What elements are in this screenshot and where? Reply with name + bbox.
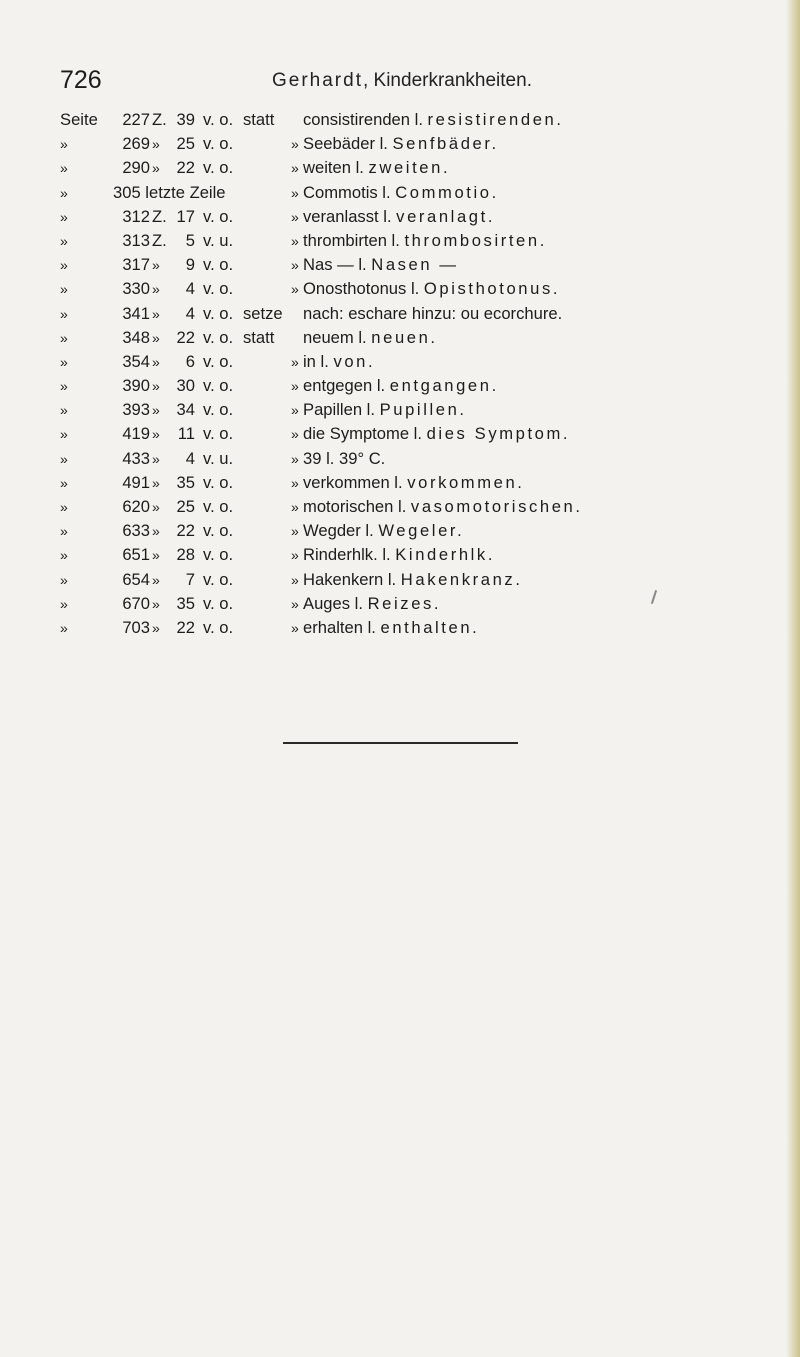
row-line: 22 — [176, 521, 195, 541]
page-edge-shadow — [786, 0, 800, 1357]
correct-reading: Pupillen. — [379, 400, 467, 420]
correct-reading: Wegeler. — [378, 521, 465, 541]
row-instruction: » — [291, 619, 299, 636]
row-page: 393 — [122, 400, 150, 420]
read-abbrev: l. — [321, 448, 339, 468]
row-line: 22 — [176, 158, 195, 178]
row-line: 4 — [185, 279, 195, 299]
row-page: 354 — [122, 351, 150, 371]
row-page: 390 — [122, 376, 150, 396]
row-line: 35 — [176, 472, 195, 492]
row-page: 341 — [122, 303, 150, 323]
read-abbrev: l. — [315, 351, 334, 371]
row-line: 5 — [185, 230, 195, 250]
running-title — [272, 64, 532, 98]
row-line: 4 — [185, 303, 195, 323]
row-line-prefix: » — [152, 595, 160, 612]
row-line: 39 — [176, 110, 195, 129]
row-instruction: » — [291, 232, 299, 249]
read-abbrev: l. — [383, 569, 401, 589]
page-number: 726 — [60, 66, 102, 94]
correct-reading: 39° C. — [339, 448, 386, 468]
closing-rule — [283, 742, 518, 744]
row-correction — [303, 108, 564, 132]
row-lead: » — [60, 474, 68, 491]
wrong-reading: Wegder — [303, 521, 361, 541]
row-page: 313 — [122, 230, 150, 250]
wrong-reading: thrombirten — [303, 230, 387, 250]
correct-reading: thrombosirten. — [404, 230, 547, 250]
row-line-prefix: » — [152, 402, 160, 419]
correct-reading: Commotio. — [395, 182, 499, 202]
row-lead: » — [60, 329, 68, 346]
wrong-reading: verkommen — [303, 472, 390, 492]
row-correction — [303, 616, 479, 640]
errata-row — [60, 108, 760, 132]
row-instruction: » — [291, 499, 299, 515]
wrong-reading: neuem — [303, 327, 354, 347]
row-direction: v. o. — [203, 376, 234, 396]
row-lead: » — [60, 257, 68, 274]
row-line-prefix: » — [152, 450, 160, 467]
read-abbrev: l. — [350, 593, 368, 613]
errata-row — [60, 447, 760, 471]
running-title-author: Gerhardt — [272, 70, 363, 91]
wrong-reading: Commotis — [303, 182, 378, 202]
row-lead: » — [60, 402, 68, 419]
row-direction: v. o. — [203, 521, 234, 541]
row-page: 703 — [122, 617, 150, 637]
wrong-reading: weiten — [303, 158, 351, 178]
row-line-prefix: » — [152, 523, 160, 540]
row-lead: » — [60, 136, 68, 153]
wrong-reading: Hakenkern — [303, 569, 384, 589]
row-line: 25 — [176, 134, 195, 154]
row-line-prefix: » — [152, 619, 160, 636]
read-abbrev: l. — [409, 424, 427, 444]
row-instruction: » — [291, 208, 299, 225]
correction-text: nach: eschare hinzu: ou ecorchure. — [303, 303, 563, 323]
row-page: 670 — [122, 593, 150, 613]
row-instruction: » — [291, 378, 299, 395]
row-line-prefix: » — [152, 160, 160, 177]
row-page: 330 — [122, 279, 150, 299]
row-line-prefix: » — [152, 257, 160, 274]
wrong-reading: Onosthotonus — [303, 279, 407, 299]
row-page: 654 — [122, 569, 150, 589]
correct-reading: Hakenkranz. — [400, 569, 523, 589]
row-direction: v. o. — [203, 351, 234, 371]
row-line-prefix: » — [152, 499, 160, 515]
row-line-prefix: » — [152, 281, 160, 298]
row-line-prefix: » — [152, 353, 160, 370]
wrong-reading: Nas — — [303, 255, 354, 275]
row-correction — [303, 229, 547, 253]
row-instruction: statt — [243, 327, 275, 347]
wrong-reading: in — [303, 351, 316, 371]
errata-row — [60, 302, 760, 326]
row-page: 227 — [122, 110, 150, 129]
wrong-reading: Papillen — [303, 400, 363, 420]
row-correction — [303, 519, 464, 543]
row-lead: » — [60, 232, 68, 249]
row-correction — [303, 592, 441, 616]
errata-row — [60, 543, 760, 567]
wrong-reading: motorischen — [303, 497, 394, 516]
correct-reading: enthalten. — [380, 617, 480, 637]
row-line: 4 — [185, 448, 195, 468]
row-lead: » — [60, 450, 68, 467]
row-line-prefix: » — [152, 426, 160, 443]
wrong-reading: consistirenden — [303, 110, 411, 129]
errata-row — [60, 326, 760, 350]
row-line: 34 — [176, 400, 195, 420]
row-line: 28 — [176, 545, 195, 565]
row-page: 290 — [122, 158, 150, 178]
row-line: 9 — [185, 255, 195, 275]
row-correction — [303, 181, 499, 205]
row-correction — [303, 302, 562, 326]
row-instruction: » — [291, 184, 299, 201]
read-abbrev: l. — [374, 134, 393, 154]
row-line: 22 — [176, 327, 195, 347]
row-line-prefix: » — [152, 547, 160, 564]
errata-row — [60, 277, 760, 301]
row-lead: » — [60, 184, 68, 201]
row-page: 620 — [122, 497, 150, 516]
row-instruction: » — [291, 257, 299, 274]
row-lead: Seite — [60, 110, 98, 129]
row-correction — [303, 253, 459, 277]
row-correction — [303, 471, 525, 495]
errata-row — [60, 471, 760, 495]
read-abbrev: l. — [362, 617, 381, 637]
errata-row — [60, 132, 760, 156]
row-line-prefix: » — [152, 571, 160, 588]
errata-row — [60, 229, 760, 253]
row-direction: v. o. — [203, 158, 234, 178]
correct-reading: Senfbäder. — [392, 134, 499, 154]
errata-row — [60, 156, 760, 180]
row-page: 651 — [122, 545, 150, 565]
row-instruction: » — [291, 160, 299, 177]
errata-row — [60, 350, 760, 374]
row-instruction: » — [291, 402, 299, 419]
row-lead: » — [60, 619, 68, 636]
row-instruction: setze — [243, 303, 283, 323]
row-direction: v. o. — [203, 617, 234, 637]
correct-reading: Reizes. — [367, 593, 442, 613]
row-page: 433 — [122, 448, 150, 468]
correct-reading: resistirenden. — [427, 110, 564, 129]
row-lead: » — [60, 547, 68, 564]
row-page: 419 — [122, 424, 150, 444]
row-direction: v. o. — [203, 279, 234, 299]
row-correction — [303, 374, 499, 398]
row-lead: » — [60, 305, 68, 322]
errata-list — [60, 108, 760, 640]
row-lead: » — [60, 208, 68, 225]
row-line: 6 — [185, 351, 195, 371]
row-direction: v. o. — [203, 497, 234, 516]
row-lead: » — [60, 499, 68, 515]
errata-row — [60, 253, 760, 277]
row-line: 7 — [185, 569, 195, 589]
correct-reading: von. — [333, 351, 376, 371]
row-page: 269 — [122, 134, 150, 154]
errata-row — [60, 398, 760, 422]
correct-reading: vasomotorischen. — [410, 497, 583, 516]
row-line: 11 — [177, 424, 195, 444]
read-abbrev: l. — [378, 206, 397, 226]
correct-reading: neuen. — [371, 327, 438, 347]
row-line: 17 — [176, 206, 195, 226]
row-line-prefix: Z. — [152, 230, 167, 250]
row-lead: » — [60, 571, 68, 588]
errata-row — [60, 495, 760, 519]
row-correction — [303, 398, 467, 422]
row-instruction: » — [291, 595, 299, 612]
row-instruction: » — [291, 136, 299, 153]
read-abbrev: l. — [406, 279, 424, 299]
errata-row — [60, 205, 760, 229]
row-direction: v. o. — [203, 569, 234, 589]
row-line: 22 — [176, 617, 195, 637]
row-instruction: » — [291, 547, 299, 564]
read-abbrev: l. — [410, 110, 428, 129]
row-direction: v. u. — [203, 448, 234, 468]
row-lead: » — [60, 595, 68, 612]
row-lead: » — [60, 523, 68, 540]
row-direction: v. o. — [203, 472, 234, 492]
wrong-reading: entgegen — [303, 376, 373, 396]
row-instruction: » — [291, 523, 299, 540]
row-page: 633 — [122, 521, 150, 541]
row-direction: v. o. — [203, 303, 234, 323]
read-abbrev: l. — [372, 376, 390, 396]
row-page: 491 — [122, 472, 150, 492]
row-page: 317 — [122, 255, 150, 275]
row-correction — [303, 495, 583, 519]
row-direction: v. o. — [203, 424, 234, 444]
row-line: 25 — [176, 497, 195, 516]
errata-row — [60, 568, 760, 592]
row-lead: » — [60, 281, 68, 298]
row-lead: » — [60, 378, 68, 395]
running-title-book: , Kinderkrankheiten. — [362, 70, 532, 91]
row-correction — [303, 350, 375, 374]
row-instruction: » — [291, 571, 299, 588]
row-direction: v. o. — [203, 255, 234, 275]
row-correction — [303, 422, 570, 446]
read-abbrev: l. — [377, 545, 396, 565]
wrong-reading: erhalten — [303, 617, 363, 637]
row-line: 35 — [176, 593, 195, 613]
row-instruction: statt — [243, 110, 275, 129]
row-direction: v. o. — [203, 134, 234, 154]
page-header — [60, 62, 620, 98]
row-correction — [303, 132, 499, 156]
row-instruction: » — [291, 450, 299, 467]
row-direction: v. o. — [203, 545, 234, 565]
row-correction — [303, 543, 495, 567]
row-correction — [303, 277, 560, 301]
row-page: 312 — [122, 206, 150, 226]
row-instruction: » — [291, 281, 299, 298]
row-line-prefix: » — [152, 329, 160, 346]
row-correction — [303, 205, 495, 229]
read-abbrev: l. — [353, 255, 372, 275]
row-lead: » — [60, 160, 68, 177]
read-abbrev: l. — [386, 230, 405, 250]
row-instruction: » — [291, 474, 299, 491]
correct-reading: Kinderhlk. — [395, 545, 496, 565]
wrong-reading: Rinderhlk. — [303, 545, 378, 565]
row-line-prefix: Z. — [152, 110, 167, 129]
row-instruction: » — [291, 426, 299, 443]
row-direction: v. o. — [203, 327, 234, 347]
row-correction — [303, 156, 450, 180]
read-abbrev: l. — [350, 158, 369, 178]
correct-reading: vorkommen. — [407, 472, 525, 492]
row-location: 305 letzte Zeile — [113, 182, 226, 202]
row-correction — [303, 326, 438, 350]
row-page: 348 — [122, 327, 150, 347]
row-line-prefix: » — [152, 378, 160, 395]
errata-row — [60, 374, 760, 398]
errata-row — [60, 616, 760, 640]
wrong-reading: Auges — [303, 593, 351, 613]
row-direction: v. u. — [203, 230, 234, 250]
row-line-prefix: » — [152, 136, 160, 153]
row-line-prefix: » — [152, 305, 160, 322]
row-line-prefix: » — [152, 474, 160, 491]
row-line-prefix: Z. — [152, 206, 167, 226]
read-abbrev: l. — [362, 400, 380, 420]
correct-reading: dies Symptom. — [426, 424, 571, 444]
correct-reading: entgangen. — [389, 376, 499, 396]
row-line: 30 — [176, 376, 195, 396]
wrong-reading: die Symptome — [303, 424, 410, 444]
row-instruction: » — [291, 353, 299, 370]
correct-reading: zweiten. — [368, 158, 451, 178]
wrong-reading: veranlasst — [303, 206, 379, 226]
read-abbrev: l. — [377, 182, 396, 202]
row-direction: v. o. — [203, 206, 234, 226]
correct-reading: veranlagt. — [396, 206, 496, 226]
errata-row — [60, 422, 760, 446]
wrong-reading: 39 — [303, 448, 322, 468]
read-abbrev: l. — [360, 521, 379, 541]
row-direction: v. o. — [203, 593, 234, 613]
row-direction: v. o. — [203, 400, 234, 420]
read-abbrev: l. — [353, 327, 372, 347]
read-abbrev: l. — [389, 472, 408, 492]
row-lead: » — [60, 353, 68, 370]
row-lead: » — [60, 426, 68, 443]
correct-reading: Opisthotonus. — [423, 279, 561, 299]
row-correction — [303, 447, 385, 471]
errata-row — [60, 519, 760, 543]
row-correction — [303, 568, 523, 592]
row-direction: v. o. — [203, 110, 234, 129]
read-abbrev: l. — [393, 497, 411, 516]
wrong-reading: Seebäder — [303, 134, 375, 154]
errata-row — [60, 181, 760, 205]
correct-reading: Nasen — — [371, 255, 459, 275]
